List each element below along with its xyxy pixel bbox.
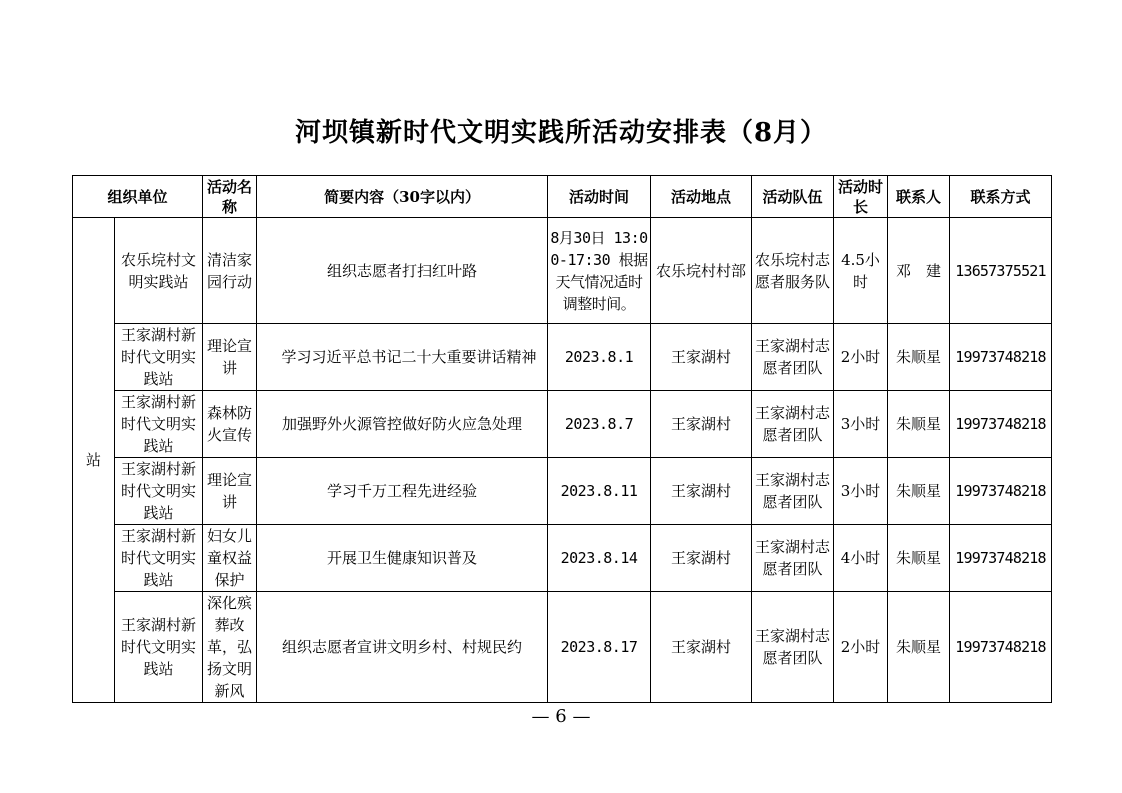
table-row <box>73 458 1052 525</box>
cell-duration: 3小时 <box>834 458 888 525</box>
cell-org: 农乐垸村文明实践站 <box>115 218 203 324</box>
cell-place: 王家湖村 <box>651 391 752 458</box>
cell-content: 组织志愿者宣讲文明乡村、村规民约 <box>257 592 548 703</box>
cell-team: 王家湖村志愿者团队 <box>752 458 834 525</box>
cell-contact: 朱顺星 <box>888 324 950 391</box>
cell-time: 2023.8.11 <box>548 458 651 525</box>
cell-team: 王家湖村志愿者团队 <box>752 391 834 458</box>
cell-time: 8月30日 13:00-17:30 根据天气情况适时调整时间。 <box>548 218 651 324</box>
header-time: 活动时间 <box>548 176 651 218</box>
cell-phone: 19973748218 <box>950 592 1052 703</box>
cell-place: 王家湖村 <box>651 458 752 525</box>
cell-phone: 19973748218 <box>950 458 1052 525</box>
table-row <box>73 391 1052 458</box>
cell-time: 2023.8.17 <box>548 592 651 703</box>
cell-org: 王家湖村新时代文明实践站 <box>115 525 203 592</box>
cell-phone: 13657375521 <box>950 218 1052 324</box>
cell-phone: 19973748218 <box>950 391 1052 458</box>
cell-org: 王家湖村新时代文明实践站 <box>115 592 203 703</box>
header-content: 简要内容（30字以内） <box>257 176 548 218</box>
header-row <box>73 176 1052 218</box>
cell-org: 王家湖村新时代文明实践站 <box>115 324 203 391</box>
table-row <box>73 592 1052 703</box>
cell-team: 王家湖村志愿者团队 <box>752 324 834 391</box>
cell-team: 王家湖村志愿者团队 <box>752 592 834 703</box>
cell-phone: 19973748218 <box>950 324 1052 391</box>
cell-content: 学习习近平总书记二十大重要讲话精神 <box>257 324 548 391</box>
cell-content: 加强野外火源管控做好防火应急处理 <box>257 391 548 458</box>
header-team: 活动队伍 <box>752 176 834 218</box>
cell-contact: 朱顺星 <box>888 525 950 592</box>
cell-name: 理论宣讲 <box>203 324 257 391</box>
cell-phone: 19973748218 <box>950 525 1052 592</box>
cell-duration: 3小时 <box>834 391 888 458</box>
cell-org: 王家湖村新时代文明实践站 <box>115 458 203 525</box>
header-phone: 联系方式 <box>950 176 1052 218</box>
cell-contact: 朱顺星 <box>888 592 950 703</box>
header-org: 组织单位 <box>73 176 203 218</box>
cell-org: 王家湖村新时代文明实践站 <box>115 391 203 458</box>
cell-contact: 朱顺星 <box>888 458 950 525</box>
group-label: 站 <box>73 218 115 703</box>
cell-time: 2023.8.14 <box>548 525 651 592</box>
cell-place: 王家湖村 <box>651 525 752 592</box>
table-row <box>73 324 1052 391</box>
cell-duration: 2小时 <box>834 324 888 391</box>
cell-content: 学习千万工程先进经验 <box>257 458 548 525</box>
cell-place: 农乐垸村村部 <box>651 218 752 324</box>
cell-name: 理论宣讲 <box>203 458 257 525</box>
cell-duration: 4.5小时 <box>834 218 888 324</box>
activity-schedule-table <box>72 175 1052 703</box>
cell-name: 妇女儿童权益保护 <box>203 525 257 592</box>
cell-place: 王家湖村 <box>651 592 752 703</box>
page-title: 河坝镇新时代文明实践所活动安排表（8月） <box>294 118 828 148</box>
cell-duration: 4小时 <box>834 525 888 592</box>
cell-content: 组织志愿者打扫红叶路 <box>257 218 548 324</box>
cell-team: 农乐垸村志愿者服务队 <box>752 218 834 324</box>
cell-team: 王家湖村志愿者团队 <box>752 525 834 592</box>
table-row <box>73 218 1052 324</box>
table-row <box>73 525 1052 592</box>
header-contact: 联系人 <box>888 176 950 218</box>
cell-time: 2023.8.7 <box>548 391 651 458</box>
cell-time: 2023.8.1 <box>548 324 651 391</box>
cell-contact: 朱顺星 <box>888 391 950 458</box>
cell-duration: 2小时 <box>834 592 888 703</box>
cell-name: 深化殡葬改革，弘扬文明新风 <box>203 592 257 703</box>
cell-name: 森林防火宣传 <box>203 391 257 458</box>
header-name: 活动名称 <box>203 176 257 218</box>
cell-place: 王家湖村 <box>651 324 752 391</box>
cell-content: 开展卫生健康知识普及 <box>257 525 548 592</box>
header-duration: 活动时长 <box>834 176 888 218</box>
cell-contact: 邓 建 <box>888 218 950 324</box>
cell-name: 清洁家园行动 <box>203 218 257 324</box>
header-place: 活动地点 <box>651 176 752 218</box>
page-number: — 6 — <box>531 706 591 727</box>
